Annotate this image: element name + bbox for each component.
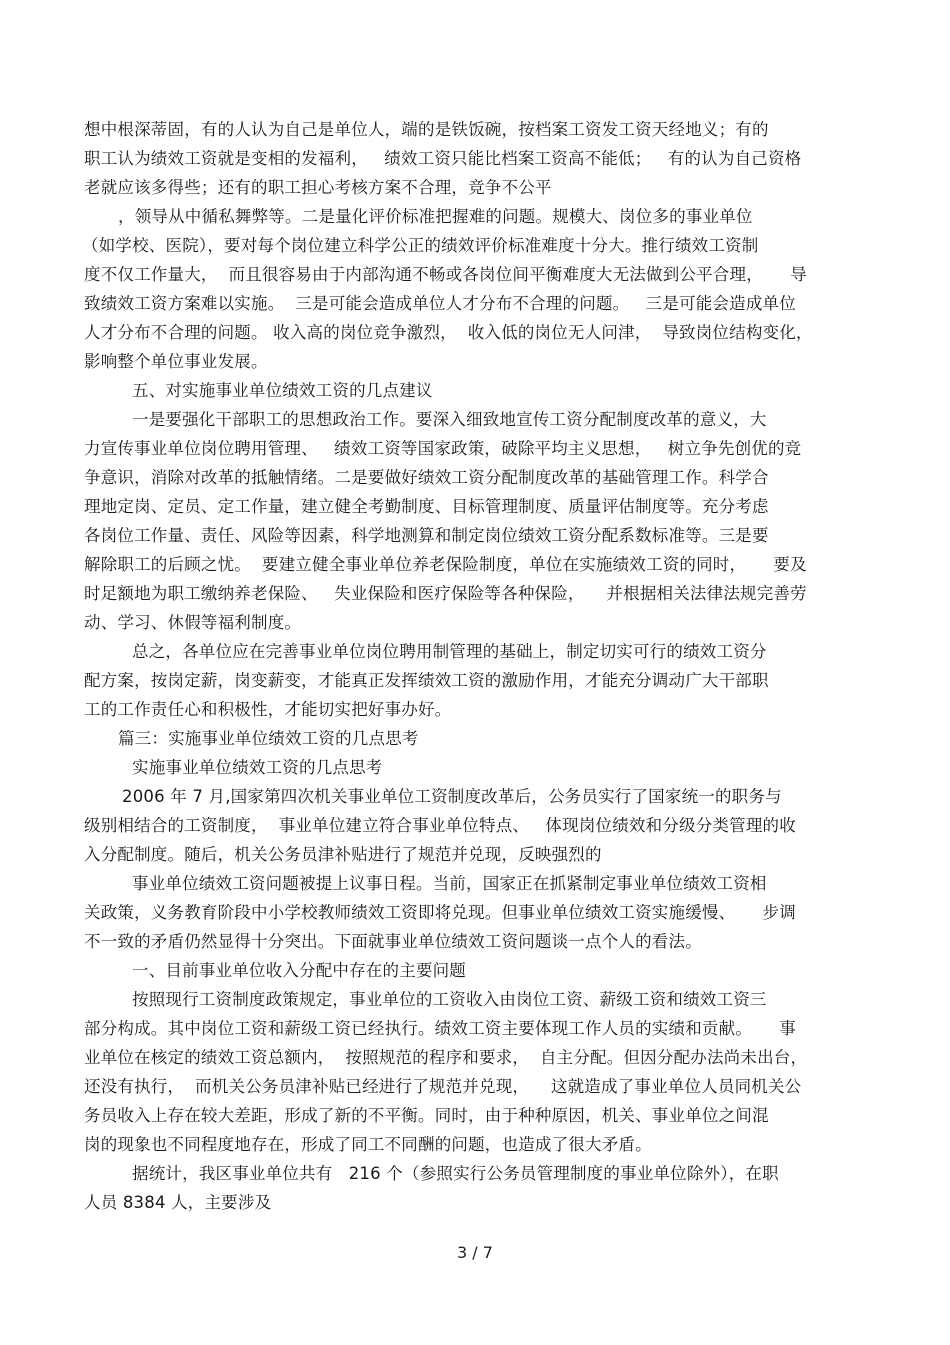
text-line: 据统计，我区事业单位共有 216 个（参照实行公务员管理制度的事业单位除外），在职 (132, 1164, 779, 1183)
text-line: 时足额地为职工缴纳养老保险、 失业保险和医疗保险等各种保险， 并根据相关法律法规完善劳 (84, 584, 807, 603)
text-line: 解除职工的后顾之忧。 要建立健全事业单位养老保险制度，单位在实施绩效工资的同时， 要及 (84, 555, 807, 574)
section-heading: 实施事业单位绩效工资的几点思考 (132, 758, 383, 777)
text-line: ，领导从中循私舞弊等。二是量化评价标准把握难的问题。规模大、岗位多的事业单位 (118, 207, 753, 226)
text-line: 岗的现象也不同程度地存在，形成了同工不同酬的问题，也造成了很大矛盾。 (84, 1135, 652, 1154)
text-line: 工的工作责任心和积极性，才能切实把好事办好。 (84, 700, 452, 719)
text-line: 职工认为绩效工资就是变相的发福利， 绩效工资只能比档案工资高不能低； 有的认为自己资格 (84, 149, 802, 168)
text-line: 致绩效工资方案难以实施。 三是可能会造成单位人才分布不合理的问题。 三是可能会造成单位 (84, 294, 796, 313)
text-line: 级别相结合的工资制度， 事业单位建立符合事业单位特点、 体现岗位绩效和分级分类管理的收 (84, 816, 796, 835)
text-line: 业单位在核定的绩效工资总额内， 按照规范的程序和要求， 自主分配。但因分配办法尚未出台， (84, 1048, 808, 1067)
text-line: 2006 年 7 月,国家第四次机关事业单位工资制度改革后，公务员实行了国家统一的职务与 (122, 787, 782, 806)
text-line: 部分构成。其中岗位工资和薪级工资已经执行。绩效工资主要体现工作人员的实绩和贡献。 事 (84, 1019, 796, 1038)
text-line: 不一致的矛盾仍然显得十分突出。下面就事业单位绩效工资问题谈一点个人的看法。 (84, 932, 702, 951)
text-line: 各岗位工作量、责任、风险等因素，科学地测算和制定岗位绩效工资分配系数标准等。三是要 (84, 526, 769, 545)
text-line: 务员收入上存在较大差距，形成了新的不平衡。同时，由于种种原因，机关、事业单位之间混 (84, 1106, 769, 1125)
text-line: 一是要强化干部职工的思想政治工作。要深入细致地宣传工资分配制度改革的意义，大 (132, 410, 767, 429)
text-line: 动、学习、休假等福利制度。 (84, 613, 302, 632)
text-line: 度不仅工作量大， 而且很容易由于内部沟通不畅或各岗位间平衡难度大无法做到公平合理， 导 (84, 265, 807, 284)
text-line: 想中根深蒂固，有的人认为自己是单位人，端的是铁饭碗，按档案工资发工资天经地义；有的 (84, 120, 769, 139)
text-line: 争意识，消除对改革的抵触情绪。二是要做好绩效工资分配制度改革的基础管理工作。科学合 (84, 468, 769, 487)
section-heading: 一、目前事业单位收入分配中存在的主要问题 (132, 961, 466, 980)
text-line: 按照现行工资制度政策规定，事业单位的工资收入由岗位工资、薪级工资和绩效工资三 (132, 990, 767, 1009)
text-line: 配方案，按岗定薪，岗变薪变，才能真正发挥绩效工资的激励作用，才能充分调动广大干部职 (84, 671, 769, 690)
text-line: 老就应该多得些；还有的职工担心考核方案不合理，竞争不公平 (84, 178, 552, 197)
page-number: 3 / 7 (457, 1243, 493, 1262)
section-heading: 五、对实施事业单位绩效工资的几点建议 (132, 381, 433, 400)
text-line: 力宣传事业单位岗位聘用管理、 绩效工资等国家政策，破除平均主义思想， 树立争先创优的竞 (84, 439, 802, 458)
text-line: 总之，各单位应在完善事业单位岗位聘用制管理的基础上，制定切实可行的绩效工资分 (132, 642, 767, 661)
text-line: 还没有执行， 而机关公务员津补贴已经进行了规范并兑现， 这就造成了事业单位人员同机关公 (84, 1077, 802, 1096)
text-line: 人才分布不合理的问题。 收入高的岗位竞争激烈， 收入低的岗位无人问津， 导致岗位结构变化， (84, 323, 813, 342)
text-line: 事业单位绩效工资问题被提上议事日程。当前，国家正在抓紧制定事业单位绩效工资相 (132, 874, 767, 893)
text-line: 影响整个单位事业发展。 (84, 352, 268, 371)
text-line: 理地定岗、定员、定工作量，建立健全考勤制度、目标管理制度、质量评估制度等。充分考虑 (84, 497, 769, 516)
section-heading: 篇三：实施事业单位绩效工资的几点思考 (118, 729, 419, 748)
text-line: 关政策，义务教育阶段中小学校教师绩效工资即将兑现。但事业单位绩效工资实施缓慢、 步调 (84, 903, 796, 922)
text-line: （如学校、医院），要对每个岗位建立科学公正的绩效评价标准难度十分大。推行绩效工资制 (82, 236, 759, 255)
text-line: 人员 8384 人，主要涉及 (84, 1193, 272, 1212)
text-line: 入分配制度。随后，机关公务员津补贴进行了规范并兑现，反映强烈的 (84, 845, 602, 864)
